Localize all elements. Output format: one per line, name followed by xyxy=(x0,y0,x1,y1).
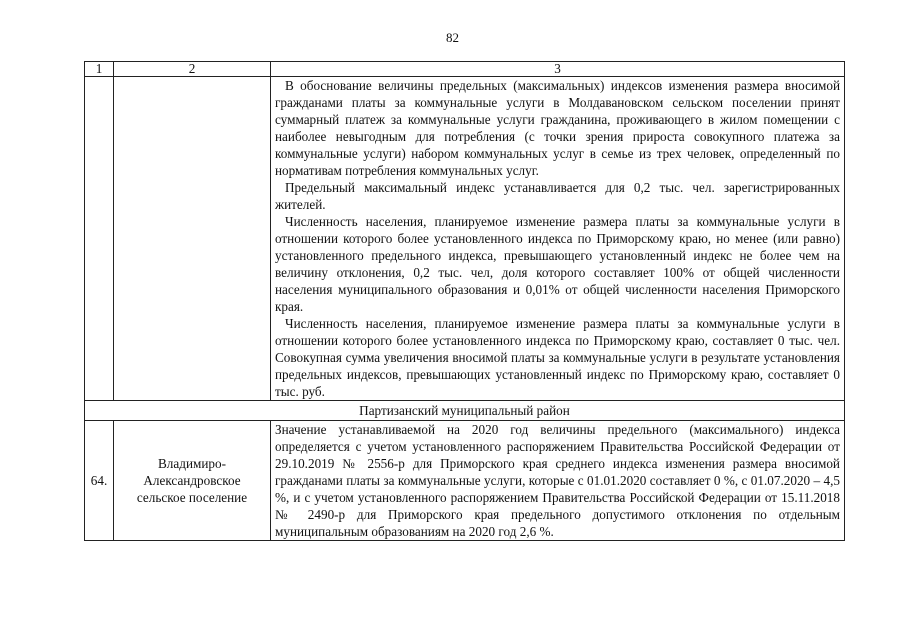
table-row-continued xyxy=(85,77,845,401)
index-description: Значение устанавливаемой на 2020 год величины предельного (максимального) индекса определяется с учетом установленного распоряжением Правительства Российской Федерации от 29.10.2019 № 2556-р для Приморского края среднего индекса изменения размера вносимой гражданами платы за коммунальные услуги, которые с 01.01.2020 составляет 0 %, с 01.07.2020 – 4,5 %, и с учетом установленного распоряжением Правительства Российской Федерации от 15.11.2018 № 2490-р для Приморского края предельного допустимого отклонения по отдельным муниципальным образованиям на 2020 год 2,6 %. xyxy=(271,421,845,541)
max-index-paragraph: Предельный максимальный индекс устанавливается для 0,2 тыс. чел. зарегистрированных жителей. xyxy=(275,180,840,212)
page-number: 82 xyxy=(446,30,459,45)
settlement-name: Владимиро-Александровское сельское поселение xyxy=(114,421,271,541)
population-within-deviation-paragraph: Численность населения, планируемое изменение размера платы за коммунальные услуги в отношении которого более установленного индекса по Приморскому краю, но менее (или равно) установленного предельного индекса, превышающего установленный индекс не более чем на величину отклонения, 0,2 тыс. чел, доля которого составляет 100% от общей численности населения муниципального образования и 0,01% от общей численности населения Приморского края. xyxy=(275,214,840,314)
column-header-3: 3 xyxy=(271,62,845,77)
municipal-index-table xyxy=(84,61,845,541)
population-above-index-paragraph: Численность населения, планируемое изменение размера платы за коммунальные услуги в отношении которого более установленного индекса по Приморскому краю, составляет 0 тыс. чел. Совокупная сумма увеличения вносимой платы за коммунальные услуги в результате установления предельных индексов, превышающих установленный индекс по Приморскому краю, составляет 0 тыс. руб. xyxy=(275,316,840,399)
column-header-2: 2 xyxy=(114,62,271,77)
table-header-row xyxy=(85,62,845,77)
rationale-paragraph: В обоснование величины предельных (максимальных) индексов изменения размера вносимой гражданами платы за коммунальные услуги в Молдавановском сельском поселении принят суммарный платеж за коммунальные услуги гражданина, проживающего в жилом помещении с наиболее невыгодным для потребления (с точки зрения прироста совокупного платежа за коммунальные услуги) набором коммунальных услуг в семье из трех человек, определенный по нормативам потребления коммунальных услуг. xyxy=(275,78,840,178)
section-title: Партизанский муниципальный район xyxy=(85,401,845,421)
continued-row-settlement-cell xyxy=(114,77,271,401)
continued-row-description-cell xyxy=(271,77,845,401)
section-row xyxy=(85,401,845,421)
row-number: 64. xyxy=(85,421,114,541)
continued-row-number-cell xyxy=(85,77,114,401)
column-header-1: 1 xyxy=(85,62,114,77)
table-row-64 xyxy=(85,421,845,541)
